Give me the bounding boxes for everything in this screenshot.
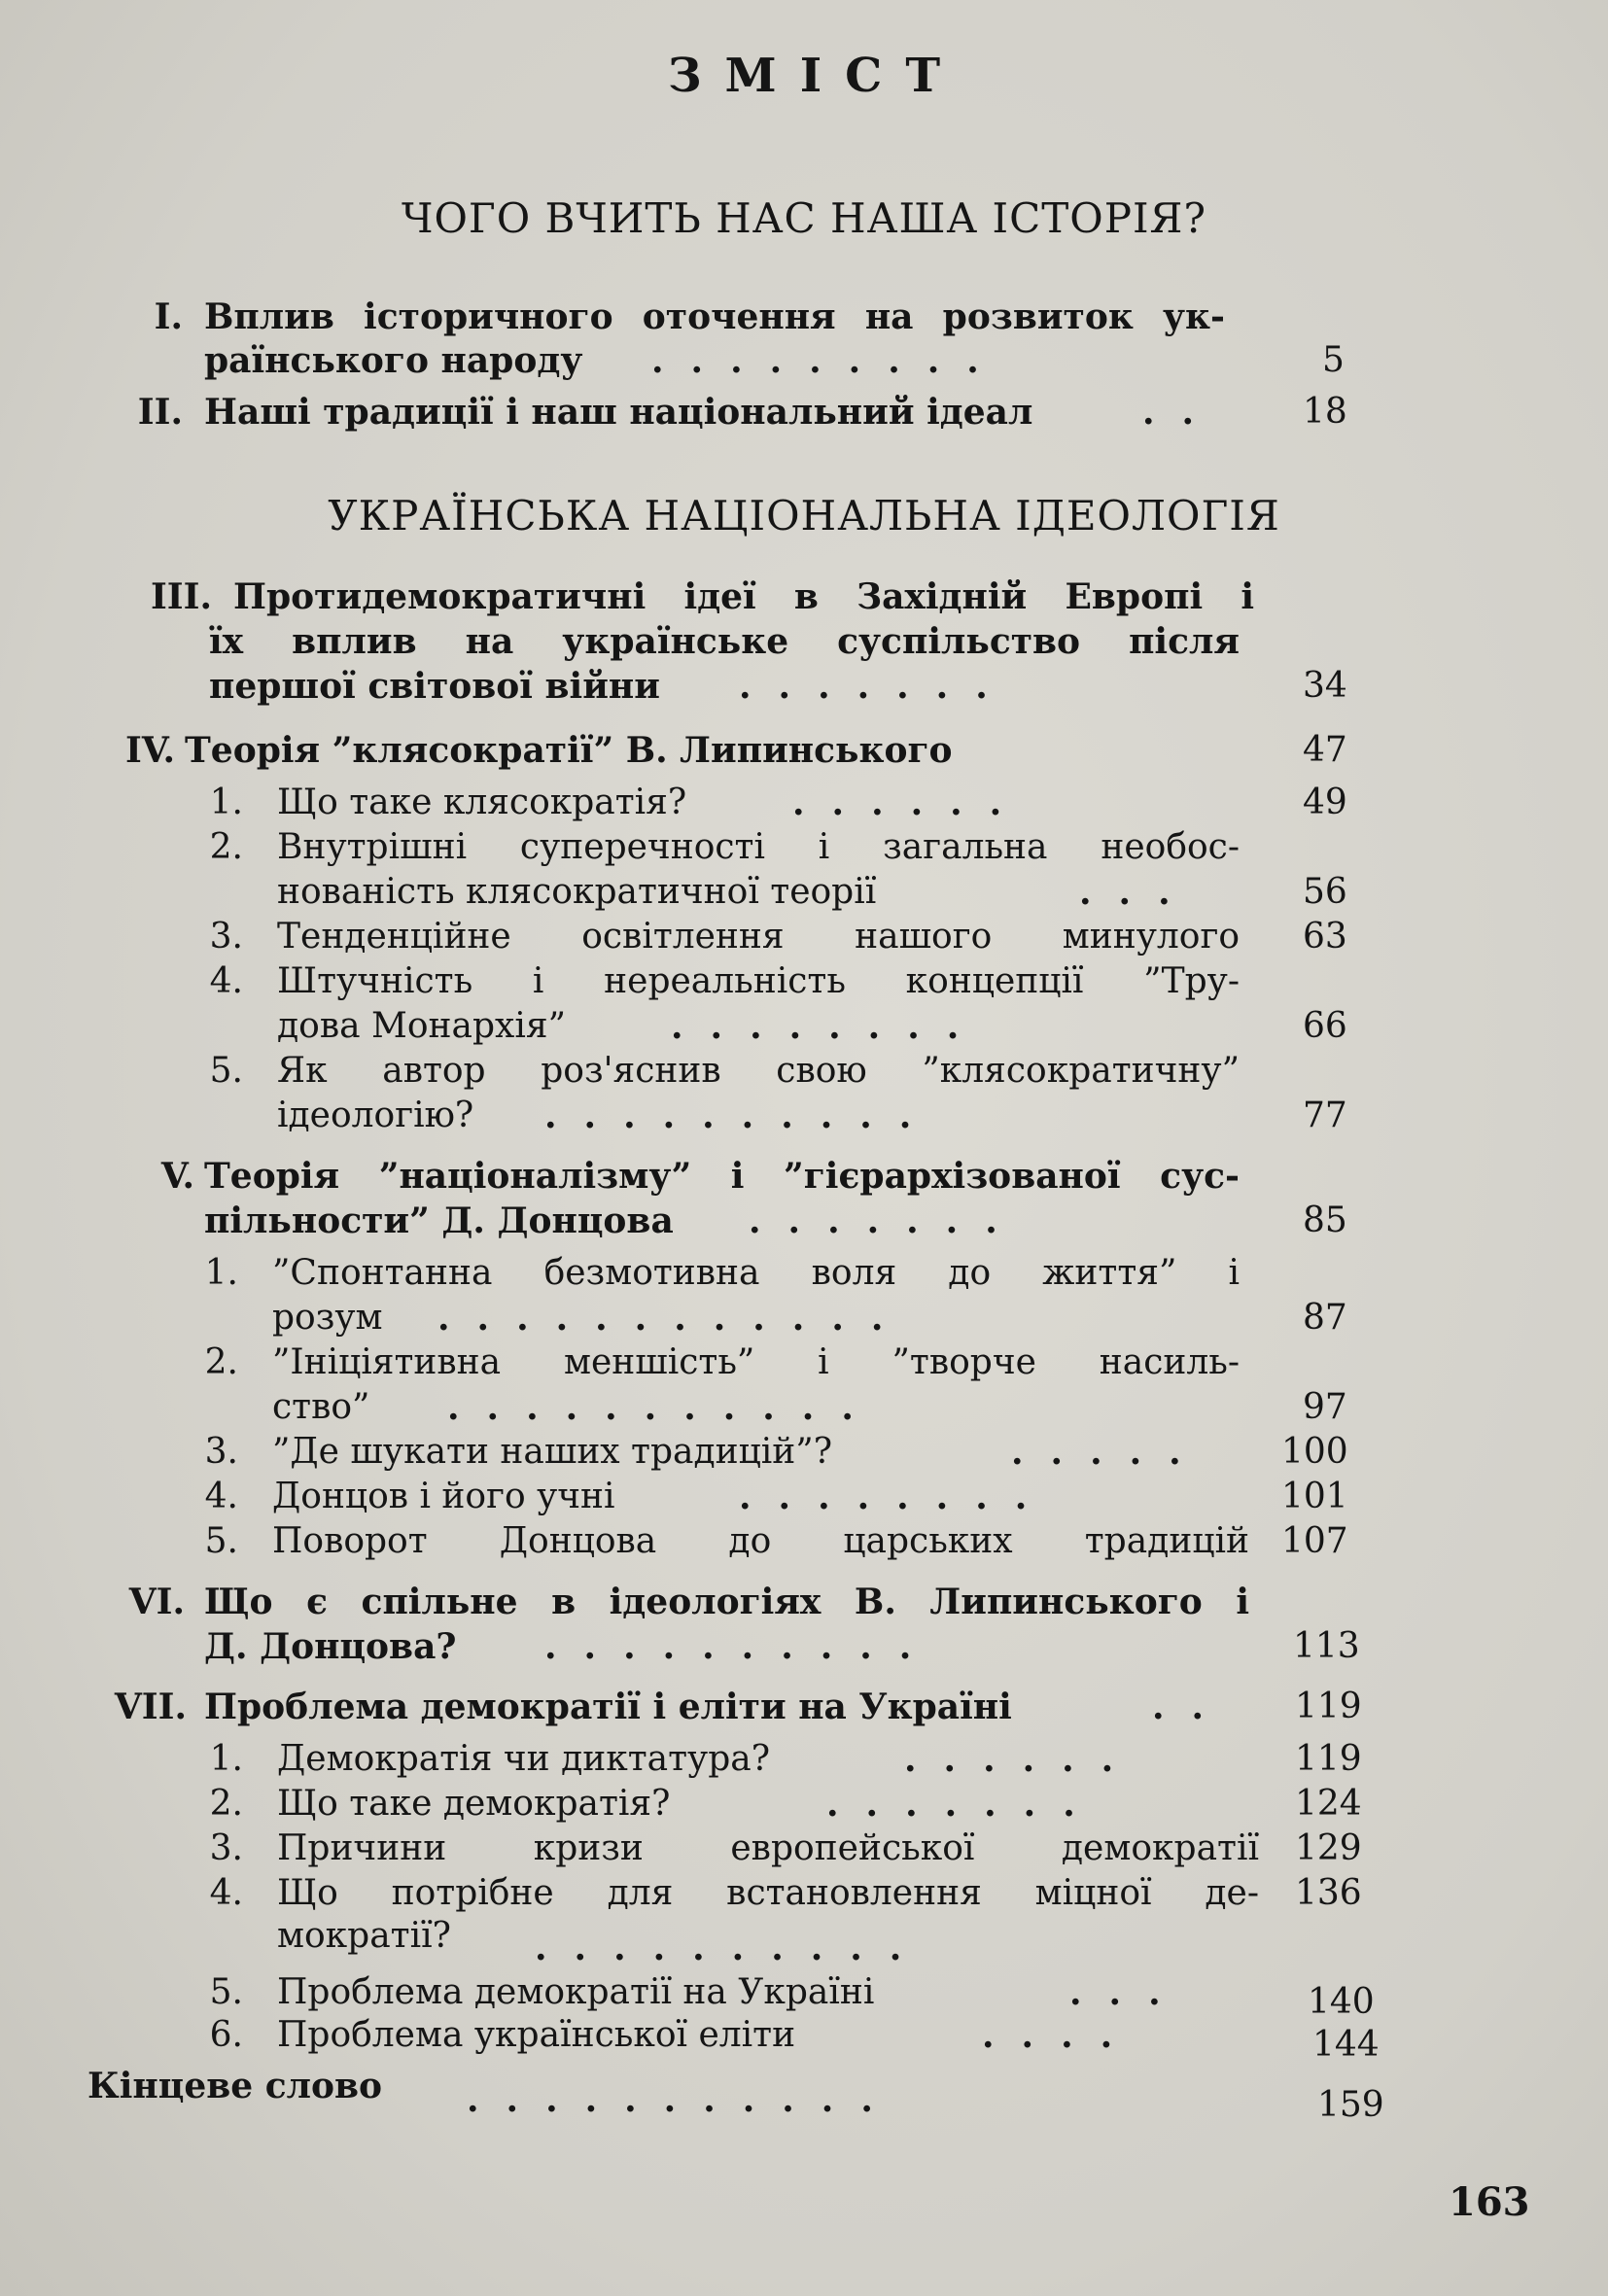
entry-line: Демократія чи диктатура? [277, 1739, 771, 1779]
section-heading: УКРАЇНСЬКА НАЦІОНАЛЬНА ІДЕОЛОГІЯ [328, 492, 1280, 539]
page-number: 47 [1303, 730, 1347, 770]
toc-entry-sub[interactable] [0, 828, 1608, 916]
entry-line: Поворот Донцова до царських традицій [272, 1521, 1249, 1561]
toc-entry-sub[interactable] [0, 1343, 1608, 1431]
entry-line: ”Спонтанна безмотивна воля до життя” і [272, 1253, 1240, 1293]
leader-dots: .......... [535, 1928, 929, 1968]
toc-entry-sub[interactable] [0, 962, 1608, 1050]
sub-number: 1. [204, 1253, 238, 1293]
toc-entry-sub[interactable] [0, 1740, 1608, 1783]
toc-entry-chapter-2[interactable] [0, 393, 1608, 435]
sub-number: 3. [209, 917, 243, 957]
chapter-number: VII. [114, 1687, 187, 1727]
entry-line: Донцов і його учні [272, 1477, 615, 1516]
page-number: 159 [1317, 2085, 1384, 2125]
toc-entry-sub[interactable] [0, 2015, 1608, 2065]
page-number: 77 [1303, 1096, 1347, 1135]
entry-line: ”Ініціятивна меншість” і ”творче насиль- [272, 1342, 1240, 1382]
toc-entry-sub[interactable] [0, 783, 1608, 826]
entry-line: Проблема демократії на Україні [277, 1972, 875, 2012]
entry-line: Штучність і нереальність концепції ”Тру- [277, 961, 1240, 1001]
page-number: 113 [1293, 1626, 1360, 1666]
sub-number: 2. [209, 827, 243, 867]
sub-number: 5. [204, 1521, 238, 1561]
entry-line: Теорія ”націоналізму” і ”гієрархізованої сус- [204, 1156, 1240, 1197]
page-number: 49 [1303, 783, 1347, 822]
leader-dots: .. [1142, 392, 1222, 433]
toc-entry-chapter-5[interactable] [0, 1157, 1608, 1244]
toc-entry-chapter-3[interactable] [0, 577, 1608, 713]
page-number: 85 [1303, 1200, 1347, 1240]
leader-dots: ............ [437, 1298, 911, 1339]
entry-line: Що є спільне в ідеологіях В. Липинського і [204, 1582, 1249, 1622]
leader-dots: ....... [739, 666, 1015, 707]
entry-line: Протидемократичні ідеї в Західній Европі і [233, 576, 1254, 617]
page-number: 97 [1303, 1387, 1347, 1427]
entry-line: Проблема демократії і еліти на Україні [204, 1687, 1012, 1727]
sub-number: 6. [209, 2015, 243, 2055]
toc-entry-sub[interactable] [0, 1829, 1608, 1872]
entry-line: Кінцеве слово [87, 2066, 383, 2106]
leader-dots: ........ [671, 1006, 987, 1047]
page-number: 140 [1308, 1982, 1375, 2022]
entry-line: першої світової війни [209, 666, 660, 707]
sub-number: 1. [209, 1739, 243, 1779]
toc-entry-sub[interactable] [0, 1522, 1608, 1565]
leader-dots: ........ [739, 1477, 1055, 1517]
sub-number: 4. [209, 1873, 243, 1913]
leader-dots: ....... [749, 1200, 1025, 1241]
page-number: 107 [1281, 1521, 1348, 1561]
leader-dots: .... [982, 2015, 1140, 2056]
entry-line: мократії? [277, 1916, 451, 1956]
toc-entry-closing[interactable] [0, 2067, 1608, 2125]
entry-line: Внутрішні суперечності і загальна необос- [277, 827, 1240, 867]
toc-entry-sub[interactable] [0, 1972, 1608, 2022]
chapter-number: V. [160, 1156, 194, 1197]
toc-entry-chapter-1[interactable] [0, 297, 1608, 385]
entry-line: Що таке демократія? [277, 1784, 671, 1824]
page-number: 101 [1281, 1477, 1348, 1516]
page-number: 34 [1303, 666, 1347, 706]
toc-entry-sub[interactable] [0, 1052, 1608, 1139]
entry-line: Вплив історичного оточення на розвиток ук- [204, 296, 1225, 337]
chapter-number: III. [150, 576, 212, 617]
leader-dots: ...... [792, 783, 1030, 823]
entry-line: Наші традиції і наш національний ідеал [204, 392, 1033, 433]
toc-entry-sub[interactable] [0, 1873, 1608, 1968]
toc-entry-chapter-7[interactable] [0, 1687, 1608, 1730]
chapter-number: I. [154, 296, 183, 337]
entry-line: Теорія ”клясократії” В. Липинського [185, 730, 953, 771]
leader-dots: ......... [651, 340, 1006, 381]
entry-line: Що потрібне для встановлення міцної де- [277, 1873, 1259, 1913]
entry-line: дова Монархія” [277, 1006, 566, 1046]
entry-line: Як автор роз'яснив свою ”клясократичну” [277, 1051, 1240, 1091]
entry-line: раїнського народу [204, 340, 583, 381]
page-number: 124 [1295, 1784, 1362, 1824]
toc-entry-sub[interactable] [0, 1433, 1608, 1476]
leader-dots: ... [1069, 1972, 1188, 2013]
entry-line: Тенденційне освітлення нашого минулого [277, 917, 1240, 957]
page-number: 18 [1303, 392, 1347, 432]
page-number: 129 [1295, 1828, 1362, 1868]
entry-line: Проблема української еліти [277, 2015, 796, 2055]
entry-line: Причини кризи европейської демократії [277, 1828, 1259, 1868]
entry-line: нованість клясократичної теорії [277, 872, 877, 912]
page-number: 5 [1322, 340, 1345, 380]
leader-dots: ..... [1011, 1432, 1208, 1473]
page-number: 87 [1303, 1298, 1347, 1338]
entry-line: ”Де шукати наших традицій”? [272, 1432, 832, 1472]
sub-number: 3. [209, 1828, 243, 1868]
folio-page-number: 163 [1449, 2179, 1530, 2225]
leader-dots: .. [1152, 1687, 1232, 1727]
page-number: 119 [1295, 1739, 1362, 1779]
entry-line: ідеологію? [277, 1096, 474, 1135]
entry-line: їх вплив на українське суспільство після [209, 621, 1240, 662]
leader-dots: ... [1079, 872, 1198, 913]
toc-entry-sub[interactable] [0, 918, 1608, 960]
sub-number: 3. [204, 1432, 238, 1472]
sub-number: 1. [209, 783, 243, 822]
page-number: 66 [1303, 1006, 1347, 1046]
toc-entry-sub[interactable] [0, 1254, 1608, 1341]
sub-number: 4. [209, 961, 243, 1001]
toc-entry-chapter-6[interactable] [0, 1583, 1608, 1670]
leader-dots: ........... [467, 2079, 900, 2120]
entry-line: пільности” Д. Донцова [204, 1200, 674, 1241]
leader-dots: ........... [447, 1387, 881, 1428]
entry-line: Що таке клясократія? [277, 783, 687, 822]
entry-line: Д. Донцова? [204, 1626, 457, 1667]
toc-entry-chapter-4[interactable] [0, 731, 1608, 774]
page-number: 144 [1312, 2025, 1380, 2065]
sub-number: 2. [204, 1342, 238, 1382]
page-title: ЗМІСТ [667, 49, 964, 103]
toc-entry-sub[interactable] [0, 1478, 1608, 1520]
page-number: 100 [1281, 1432, 1348, 1472]
sub-number: 2. [209, 1784, 243, 1824]
sub-number: 5. [209, 1051, 243, 1091]
leader-dots: .......... [544, 1626, 939, 1667]
chapter-number: II. [137, 392, 183, 433]
leader-dots: ...... [904, 1739, 1141, 1780]
page-number: 136 [1295, 1873, 1362, 1913]
page-number: 63 [1303, 917, 1347, 957]
chapter-number: VI. [128, 1582, 185, 1622]
sub-number: 4. [204, 1477, 238, 1516]
section-heading: ЧОГО ВЧИТЬ НАС НАША ІСТОРІЯ? [401, 194, 1206, 242]
page-number: 119 [1295, 1687, 1362, 1726]
leader-dots: .......... [544, 1096, 939, 1136]
entry-line: розум [272, 1298, 383, 1338]
entry-line: ство” [272, 1387, 370, 1427]
sub-number: 5. [209, 1972, 243, 2012]
leader-dots: ....... [826, 1784, 1102, 1825]
toc-entry-sub[interactable] [0, 1785, 1608, 1827]
chapter-number: IV. [124, 730, 175, 771]
page-number: 56 [1303, 872, 1347, 912]
